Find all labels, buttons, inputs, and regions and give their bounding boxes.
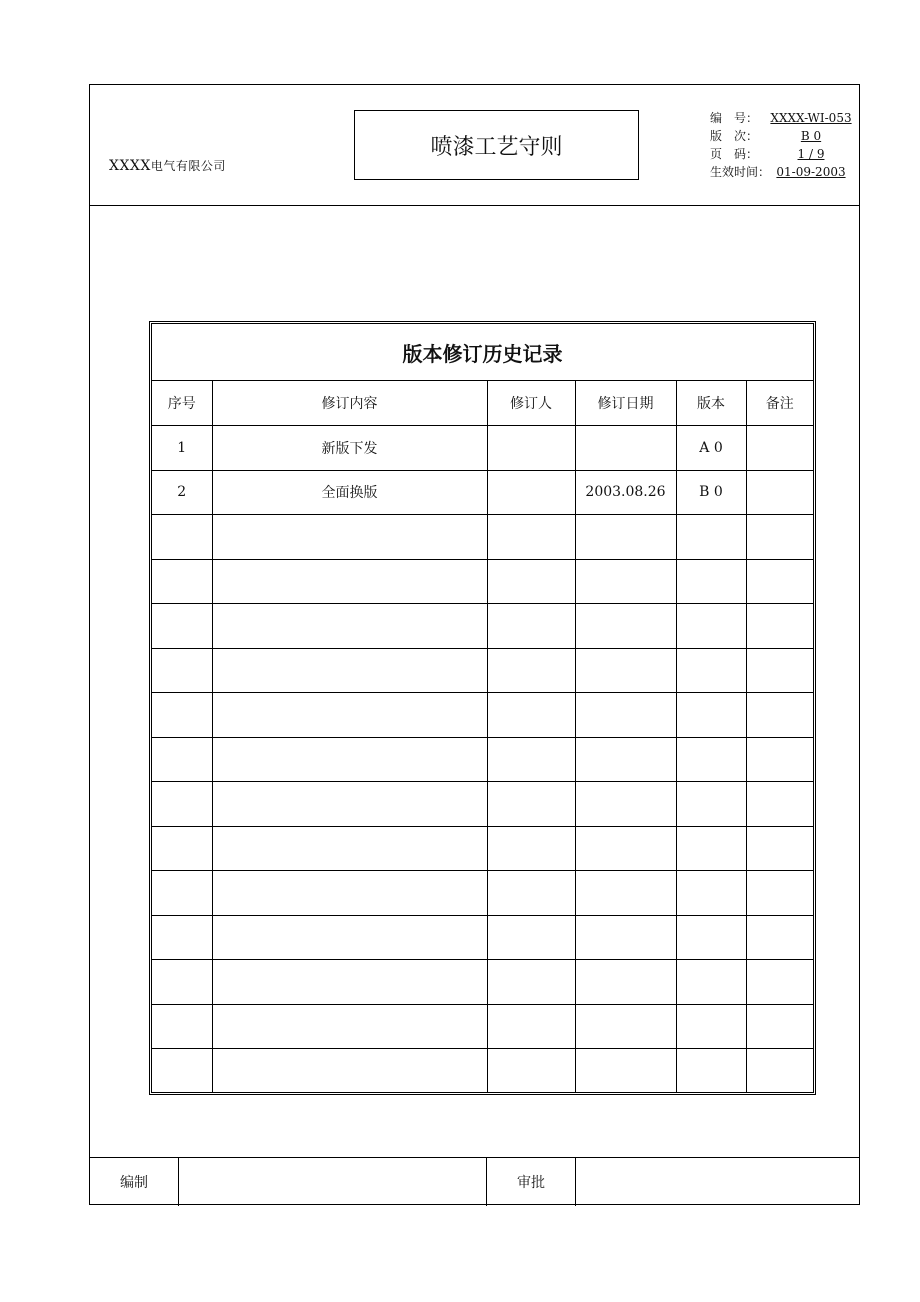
table-cell <box>676 782 746 827</box>
table-cell <box>676 960 746 1005</box>
table-cell <box>487 871 575 916</box>
document-title: 喷漆工艺守则 <box>354 110 639 180</box>
meta-row-revision <box>710 127 856 145</box>
table-cell <box>575 693 676 738</box>
table-cell <box>746 782 813 827</box>
prepared-by-field[interactable] <box>179 1158 487 1206</box>
approved-by-label: 审批 <box>487 1158 576 1206</box>
table-cell <box>212 648 487 693</box>
meta-label: 版 次： <box>710 129 759 143</box>
table-cell <box>746 470 813 515</box>
meta-value: B 0 <box>800 129 822 143</box>
revision-history-table <box>149 321 816 1095</box>
approved-by-field[interactable] <box>576 1158 859 1206</box>
table-cell <box>152 960 212 1005</box>
table-cell <box>487 470 575 515</box>
table-cell <box>152 604 212 649</box>
meta-value: 01-09-2003 <box>776 165 846 179</box>
table-cell <box>676 515 746 560</box>
meta-row-page <box>710 145 856 163</box>
table-cell <box>152 515 212 560</box>
table-cell <box>746 826 813 871</box>
table-cell <box>746 915 813 960</box>
table-cell: B 0 <box>676 470 746 515</box>
table-cell <box>746 648 813 693</box>
table-cell <box>676 1049 746 1094</box>
table-cell <box>746 559 813 604</box>
column-header: 序号 <box>152 381 212 426</box>
table-cell <box>152 737 212 782</box>
table-cell <box>487 426 575 471</box>
column-header: 版本 <box>676 381 746 426</box>
table-cell <box>746 1004 813 1049</box>
table-cell <box>152 693 212 738</box>
table-cell <box>676 648 746 693</box>
table-cell <box>575 1049 676 1094</box>
table-cell: 1 <box>152 426 212 471</box>
table-row <box>152 1049 813 1094</box>
table-row <box>152 559 813 604</box>
table-cell <box>676 826 746 871</box>
table-cell <box>746 737 813 782</box>
table-row <box>152 826 813 871</box>
table-cell <box>212 604 487 649</box>
table-cell <box>676 604 746 649</box>
table-cell <box>487 782 575 827</box>
table-cell <box>212 1004 487 1049</box>
column-header: 修订日期 <box>575 381 676 426</box>
meta-label: 页 码： <box>710 147 759 161</box>
table-cell <box>746 1049 813 1094</box>
table-cell <box>487 915 575 960</box>
table-cell <box>212 782 487 827</box>
table-cell <box>676 871 746 916</box>
table-cell <box>487 826 575 871</box>
table-cell <box>575 826 676 871</box>
table-cell: 2003.08.26 <box>575 470 676 515</box>
table-cell <box>575 559 676 604</box>
table-row <box>152 693 813 738</box>
document-header <box>90 85 859 206</box>
table-cell: 2 <box>152 470 212 515</box>
table-cell <box>487 1049 575 1094</box>
table-cell <box>487 960 575 1005</box>
table-cell <box>487 515 575 560</box>
meta-row-effective-date <box>710 163 856 181</box>
table-cell <box>152 648 212 693</box>
table-cell <box>575 871 676 916</box>
table-cell <box>746 871 813 916</box>
table-cell <box>152 782 212 827</box>
table-row <box>152 515 813 560</box>
prepared-by-label: 编制 <box>90 1158 179 1206</box>
table-cell <box>152 871 212 916</box>
table-cell <box>212 693 487 738</box>
table-row <box>152 737 813 782</box>
table-cell <box>746 515 813 560</box>
table-cell <box>575 648 676 693</box>
table-cell <box>575 737 676 782</box>
meta-label: 编 号： <box>710 111 759 125</box>
table-cell <box>746 693 813 738</box>
table-cell: A 0 <box>676 426 746 471</box>
table-cell <box>487 559 575 604</box>
table-cell <box>212 559 487 604</box>
table-row <box>152 604 813 649</box>
table-cell <box>575 515 676 560</box>
table-cell <box>212 826 487 871</box>
meta-row-number <box>710 109 856 127</box>
table-cell: 新版下发 <box>212 426 487 471</box>
table-row <box>152 470 813 515</box>
meta-label: 生效时间： <box>710 165 771 179</box>
table-row <box>152 871 813 916</box>
table-cell <box>575 1004 676 1049</box>
signoff-footer <box>90 1157 859 1206</box>
revision-table-title: 版本修订历史记录 <box>152 324 813 381</box>
table-cell <box>212 515 487 560</box>
column-header: 备注 <box>746 381 813 426</box>
document-meta <box>710 109 856 181</box>
table-cell <box>676 693 746 738</box>
table-row <box>152 782 813 827</box>
table-cell <box>676 559 746 604</box>
table-row <box>152 960 813 1005</box>
table-cell <box>152 559 212 604</box>
table-cell: 全面换版 <box>212 470 487 515</box>
table-cell <box>575 960 676 1005</box>
revision-grid <box>152 381 813 1093</box>
table-cell <box>152 1049 212 1094</box>
table-header-row <box>152 381 813 426</box>
table-cell <box>212 960 487 1005</box>
table-cell <box>487 648 575 693</box>
table-cell <box>212 1049 487 1094</box>
table-cell <box>746 604 813 649</box>
table-cell <box>212 737 487 782</box>
company-name-cn: 电气有限公司 <box>150 159 226 173</box>
table-cell <box>487 737 575 782</box>
company-name <box>109 157 226 174</box>
table-cell <box>487 604 575 649</box>
company-name-latin: XXXX <box>109 158 151 174</box>
table-cell <box>152 1004 212 1049</box>
table-cell <box>676 1004 746 1049</box>
meta-value: XXXX-WI-053 <box>770 111 852 125</box>
column-header: 修订内容 <box>212 381 487 426</box>
table-cell <box>212 915 487 960</box>
table-cell <box>676 915 746 960</box>
table-row <box>152 1004 813 1049</box>
table-cell <box>575 915 676 960</box>
column-header: 修订人 <box>487 381 575 426</box>
table-cell <box>487 693 575 738</box>
table-row <box>152 426 813 471</box>
table-cell <box>676 737 746 782</box>
table-cell <box>575 426 676 471</box>
table-cell <box>746 960 813 1005</box>
table-cell <box>575 782 676 827</box>
table-cell <box>152 826 212 871</box>
meta-value: 1 / 9 <box>797 147 825 161</box>
table-cell <box>212 871 487 916</box>
table-cell <box>575 604 676 649</box>
table-cell <box>152 915 212 960</box>
table-row <box>152 648 813 693</box>
table-cell <box>487 1004 575 1049</box>
table-cell <box>746 426 813 471</box>
table-row <box>152 915 813 960</box>
